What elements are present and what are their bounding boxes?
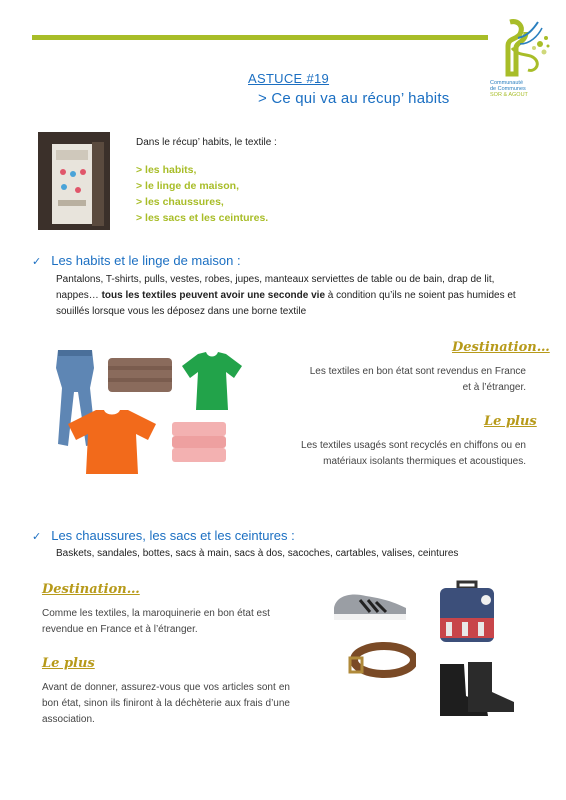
- list-item: > les sacs et les ceintures.: [136, 212, 269, 224]
- boots-image: [434, 660, 518, 722]
- destination-title-1: Destination…: [452, 340, 550, 355]
- towel-image: [106, 354, 174, 396]
- section-2-title: Les chaussures, les sacs et les ceintures :: [51, 528, 295, 543]
- pink-sheets-image: [170, 420, 228, 464]
- logo-icon: [490, 18, 554, 80]
- section-2-heading: [32, 527, 295, 545]
- list-item: > les chaussures,: [136, 196, 224, 208]
- list-item: > les habits,: [136, 164, 197, 176]
- belt-image: [346, 636, 416, 688]
- plus-title-1: Le plus: [484, 414, 537, 429]
- sneakers-image: [330, 584, 410, 624]
- check-icon: ✓: [32, 256, 42, 268]
- section-1-text-bold: tous les textiles peuvent avoir une seconde vie: [101, 290, 326, 301]
- green-tshirt-image: [180, 350, 244, 414]
- check-icon: ✓: [32, 531, 42, 543]
- page-title: > Ce qui va au récup’ habits: [258, 90, 450, 107]
- orange-tshirt-image: [66, 408, 158, 476]
- section-1-paragraph: [56, 272, 536, 320]
- section-1-text-end: à condition qu’ils ne soient pas humides et souillés lorsque vous les déposez dans une borne textile: [56, 290, 516, 317]
- school-bag-image: [436, 580, 498, 644]
- header-bar: [32, 35, 488, 40]
- intro-text: Dans le récup’ habits, le textile :: [136, 137, 277, 148]
- logo: [490, 18, 554, 108]
- logo-line-1: Communauté: [490, 80, 524, 86]
- destination-text-2: Comme les textiles, la maroquinerie en bon état est revendue en France et à l’étranger.: [42, 608, 270, 635]
- textile-bin-photo: [38, 132, 110, 230]
- plus-text-1: Les textiles usagés sont recyclés en chiffons ou en matériaux isolants thermiques et acoustiques.: [301, 440, 526, 467]
- section-1-text-start: Pantalons, T-shirts, pulls, vestes, robes, jupes, manteaux serviettes de table ou de bain, drap de lit, nappes…: [56, 274, 495, 301]
- plus-text-2: Avant de donner, assurez-vous que vos articles sont en bon état, sinon ils finiront à la déchèterie aux frais d’une association.: [42, 682, 290, 725]
- logo-line-2: de Communes: [490, 86, 526, 92]
- section-1-heading: [32, 252, 241, 270]
- destination-title-2: Destination…: [42, 582, 140, 597]
- tip-number: ASTUCE #19: [248, 71, 330, 86]
- logo-line-3: SOR & AGOUT: [490, 92, 528, 98]
- section-1-title: Les habits et le linge de maison :: [51, 253, 241, 268]
- plus-title-2: Le plus: [42, 656, 95, 671]
- section-2-paragraph: Baskets, sandales, bottes, sacs à main, sacs à dos, sacoches, cartables, valises, ceintures: [56, 548, 459, 559]
- intro-list: [136, 162, 268, 226]
- list-item: > le linge de maison,: [136, 180, 239, 192]
- destination-text-1: Les textiles en bon état sont revendus en France et à l’étranger.: [309, 366, 526, 393]
